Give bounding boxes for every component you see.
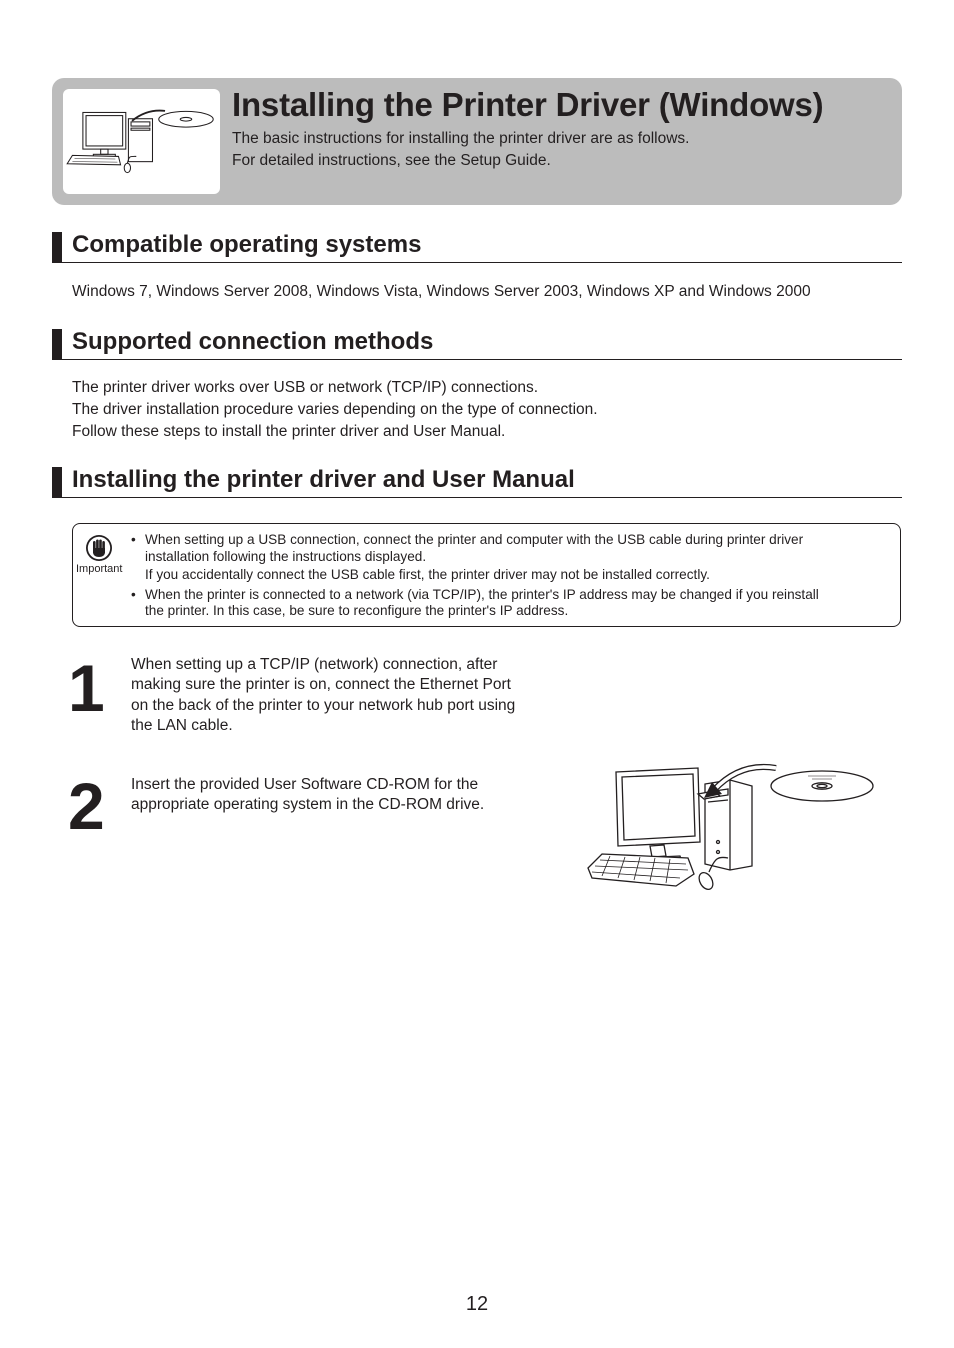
- step-text-line: When setting up a TCP/IP (network) connection, after: [131, 656, 498, 673]
- step-text-line: the LAN cable.: [131, 717, 233, 734]
- important-text-line: the printer. In this case, be sure to reconfigure the printer's IP address.: [145, 603, 569, 618]
- step-text-line: appropriate operating system in the CD-ROM drive.: [131, 796, 485, 813]
- connection-text-line: The driver installation procedure varies depending on the type of connection.: [72, 401, 598, 418]
- important-text-line: installation following the instructions displayed.: [145, 549, 427, 564]
- heading-bar: [52, 232, 62, 263]
- computer-with-cd-rom-icon: [63, 89, 220, 194]
- important-text-line: If you accidentally connect the USB cable first, the printer driver may not be installed correctly.: [145, 567, 710, 582]
- computer-cd-thumbnail: [63, 89, 220, 194]
- page-title: Installing the Printer Driver (Windows): [232, 86, 824, 123]
- important-hand-icon: [85, 534, 113, 562]
- section-heading-connection-methods: [52, 327, 902, 360]
- section-heading-compatible-os: [52, 230, 902, 263]
- intro-line: The basic instructions for installing the printer driver are as follows.: [232, 130, 690, 147]
- intro-line: For detailed instructions, see the Setup Guide.: [232, 152, 551, 169]
- step-text-line: on the back of the printer to your network hub port using: [131, 697, 516, 714]
- important-text-line: When the printer is connected to a network (via TCP/IP), the printer's IP address may be changed if you reinstall: [145, 587, 819, 602]
- compatible-os-text: Windows 7, Windows Server 2008, Windows Vista, Windows Server 2003, Windows XP and Windows 2000: [72, 283, 811, 300]
- step-number: 2: [68, 769, 103, 843]
- section-title: Installing the printer driver and User Manual: [72, 466, 575, 493]
- heading-bar: [52, 329, 62, 360]
- step-text-line: making sure the printer is on, connect the Ethernet Port: [131, 676, 511, 693]
- heading-bar: [52, 467, 62, 498]
- connection-text-line: Follow these steps to install the printer driver and User Manual.: [72, 423, 506, 440]
- important-label: Important: [76, 563, 123, 575]
- section-title: Compatible operating systems: [72, 231, 422, 258]
- step-text-line: Insert the provided User Software CD-ROM for the: [131, 776, 479, 793]
- page-number: 12: [465, 1293, 489, 1315]
- computer-cd-insertion-illustration: [580, 760, 880, 895]
- bullet-glyph: •: [131, 587, 136, 602]
- bullet-glyph: •: [131, 532, 136, 547]
- connection-text-line: The printer driver works over USB or network (TCP/IP) connections.: [72, 379, 539, 396]
- section-title: Supported connection methods: [72, 328, 434, 355]
- section-heading-install-driver: [52, 465, 902, 498]
- important-text-line: When setting up a USB connection, connect the printer and computer with the USB cable during printer driver: [145, 532, 804, 547]
- step-number: 1: [68, 651, 103, 725]
- important-note: [72, 523, 901, 627]
- title-banner: [52, 78, 902, 205]
